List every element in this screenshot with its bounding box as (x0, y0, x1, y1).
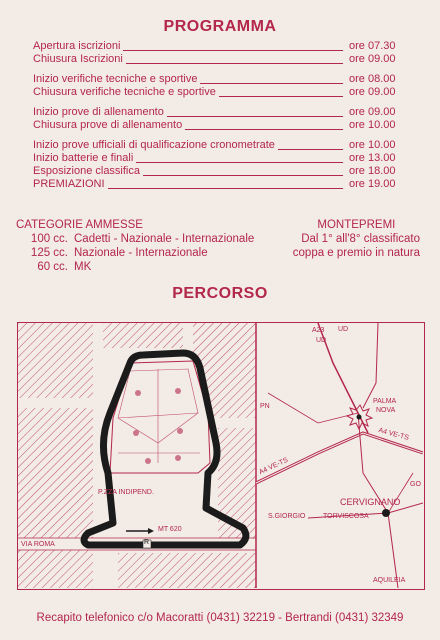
city-block (103, 323, 183, 348)
cervignano-marker-icon (382, 509, 390, 517)
category-row (16, 232, 254, 246)
schedule-row (33, 53, 405, 66)
city-block (18, 323, 93, 398)
programma-title: PROGRAMMA (163, 18, 277, 35)
leader-line (123, 42, 343, 51)
torviscosa-label: TORVISCOSA (323, 513, 369, 520)
schedule-label: Esposizione classifica (33, 165, 140, 177)
schedule-label: Inizio prove di allenamento (33, 106, 164, 118)
ud-label: UD (316, 337, 327, 344)
schedule-time: ore 09.00 (349, 106, 396, 118)
schedule-time: ore 13.00 (349, 152, 396, 164)
schedule-row (33, 178, 405, 191)
schedule-time: ore 08.00 (349, 73, 396, 85)
go-label: GO (410, 481, 421, 488)
schedule-row (33, 119, 405, 132)
schedule-row (33, 86, 405, 99)
leader-line (200, 75, 343, 84)
leader-line (126, 55, 343, 64)
distance-label: MT 620 (158, 526, 182, 533)
schedule-label: Apertura iscrizioni (33, 40, 121, 52)
schedule-label: PREMIAZIONI (33, 178, 105, 190)
road-pn (268, 393, 358, 423)
a4-label-west: A4 VE-TS (257, 456, 290, 477)
categorie-block (16, 218, 254, 274)
sgiorgio-label: S.GIORGIO (268, 513, 306, 520)
schedule-list (33, 40, 405, 191)
schedule-time: ore 10.00 (349, 139, 396, 151)
schedule-row (33, 152, 405, 165)
leader-line (219, 88, 343, 97)
map-drawing (18, 323, 423, 588)
city-block (18, 408, 93, 538)
schedule-label: Inizio verifiche tecniche e sportive (33, 73, 198, 85)
pn-label: PN (260, 403, 270, 410)
piazza-label: P.ZZA INDIPEND. (98, 489, 154, 496)
montepremi-line2: coppa e premio in natura (292, 247, 420, 259)
via-roma-label: VIA ROMA (21, 541, 55, 548)
category-desc: MK (74, 261, 92, 273)
category-desc: Nazionale - Internazionale (74, 247, 208, 259)
city-block (118, 553, 256, 588)
category-cc: 100 cc. (30, 233, 68, 245)
leader-line (143, 167, 343, 176)
category-row (16, 246, 254, 260)
route-map (17, 322, 425, 590)
percorso-title: PERCORSO (172, 285, 268, 302)
a4-label-east: A4 VE-TS (377, 427, 410, 442)
a23-label: A23 (312, 327, 325, 334)
category-desc: Cadetti - Nazionale - Internazionale (74, 233, 255, 245)
road-ud (363, 323, 378, 408)
montepremi-title: MONTEPREMI (317, 219, 396, 231)
schedule-label: Chiusura prove di allenamento (33, 119, 183, 131)
palma-label: PALMA (373, 398, 397, 405)
schedule-label: Chiusura Iscrizioni (33, 53, 123, 65)
category-row (16, 260, 254, 274)
leader-line (185, 121, 343, 130)
schedule-row (33, 106, 405, 119)
schedule-label: Chiusura verifiche tecniche e sportive (33, 86, 216, 98)
aquileia-label: AQUILEIA (373, 577, 406, 584)
schedule-row (33, 165, 405, 178)
schedule-row (33, 73, 405, 86)
category-cc: 60 cc. (37, 261, 68, 273)
leader-line (108, 180, 343, 189)
leader-line (136, 154, 343, 163)
cervignano-label: CERVIGNANO (340, 497, 401, 507)
schedule-time: ore 10.00 (349, 119, 396, 131)
nova-label: NOVA (376, 407, 396, 414)
city-block (18, 548, 93, 588)
category-cc: 125 cc. (30, 247, 68, 259)
montepremi-line1: Dal 1° all'8° classificato (301, 233, 420, 245)
categorie-title: CATEGORIE AMMESSE (16, 219, 143, 231)
start-marker: R (144, 539, 150, 546)
schedule-row (33, 139, 405, 152)
leader-line (167, 108, 343, 117)
schedule-row (33, 40, 405, 53)
schedule-time: ore 09.00 (349, 86, 396, 98)
leader-line (278, 141, 343, 150)
schedule-label: Inizio batterie e finali (33, 152, 134, 164)
schedule-time: ore 07.30 (349, 40, 396, 52)
montepremi-block (293, 218, 420, 260)
footer-contact: Recapito telefonico c/o Macoratti (0431) 32219 - Bertrandi (0431) 32349 (36, 612, 404, 624)
schedule-time: ore 19.00 (349, 178, 396, 190)
schedule-time: ore 09.00 (349, 53, 396, 65)
schedule-label: Inizio prove ufficiali di qualificazione cronometrate (33, 139, 275, 151)
ud-label: UD (338, 326, 349, 333)
schedule-time: ore 18.00 (349, 165, 396, 177)
